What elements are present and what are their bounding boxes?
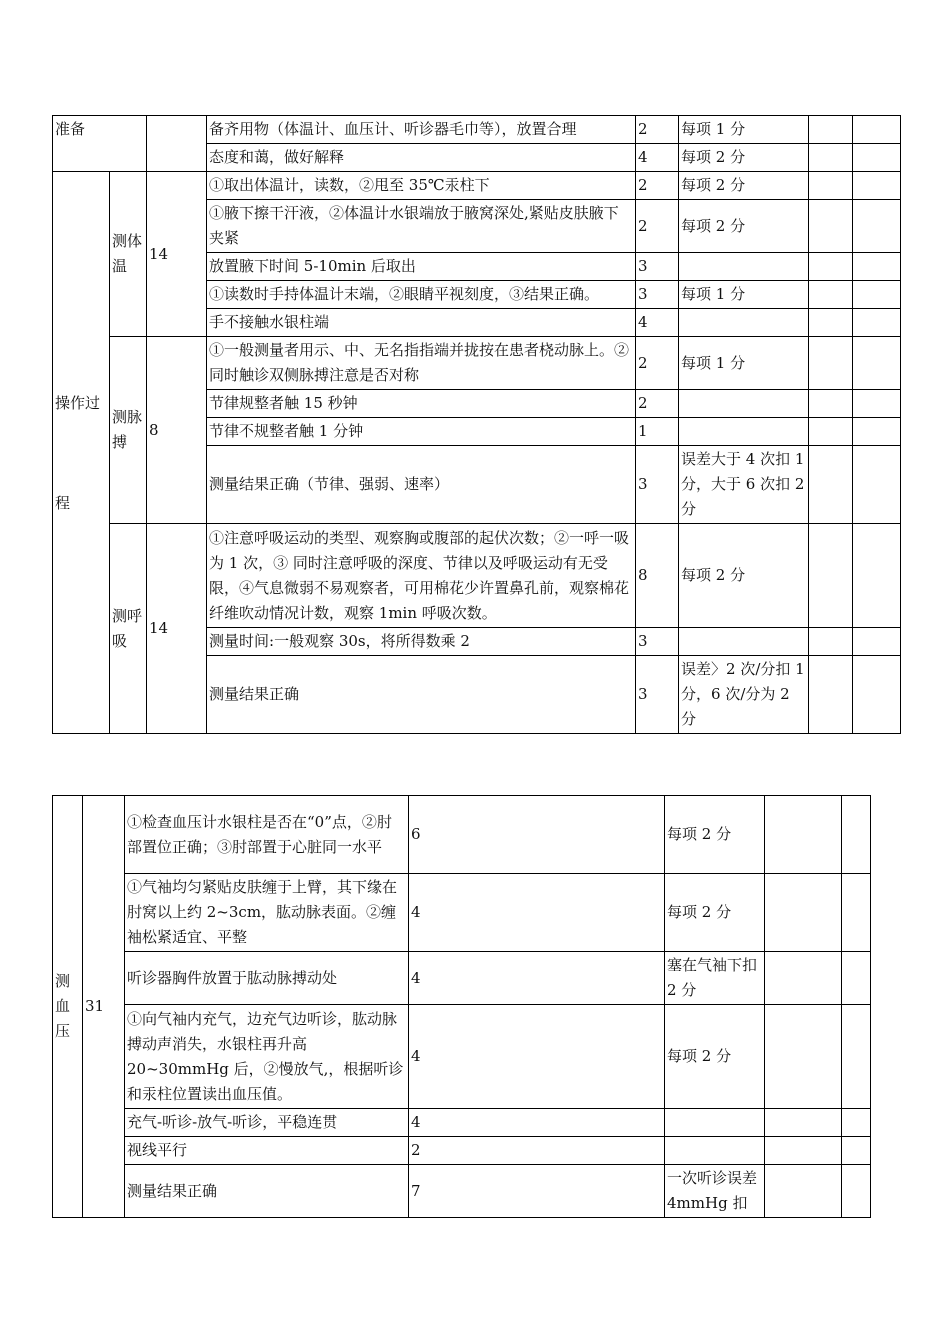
subsection-total-temp: 14 xyxy=(147,172,207,337)
note-cell: 每项 2 分 xyxy=(679,200,809,253)
item-cell: 测量结果正确 xyxy=(125,1165,409,1218)
note-cell: 每项 2 分 xyxy=(665,1005,765,1109)
blank-cell xyxy=(765,1165,842,1218)
blank-cell xyxy=(809,309,853,337)
score-cell: 3 xyxy=(636,446,679,524)
blank-cell xyxy=(853,309,901,337)
blank-cell xyxy=(765,874,842,952)
table-row xyxy=(53,524,901,628)
blank-cell xyxy=(853,446,901,524)
subsection-label-resp: 测呼吸 xyxy=(110,524,147,734)
blank-cell xyxy=(853,656,901,734)
table-row xyxy=(53,796,871,874)
blank-cell xyxy=(853,172,901,200)
note-cell xyxy=(679,628,809,656)
score-cell: 2 xyxy=(409,1137,665,1165)
subsection-label-pulse: 测脉搏 xyxy=(110,337,147,524)
blank-cell xyxy=(842,1005,871,1109)
score-cell: 1 xyxy=(636,418,679,446)
blank-cell xyxy=(853,253,901,281)
blank-cell xyxy=(809,656,853,734)
blank-cell xyxy=(809,337,853,390)
item-cell: 节律规整者触 15 秒钟 xyxy=(207,390,636,418)
item-cell: 听诊器胸件放置于肱动脉搏动处 xyxy=(125,952,409,1005)
score-cell: 3 xyxy=(636,253,679,281)
blank-cell xyxy=(809,628,853,656)
note-cell xyxy=(665,1109,765,1137)
score-cell: 2 xyxy=(636,337,679,390)
table-row xyxy=(53,116,901,144)
blank-cell xyxy=(853,390,901,418)
note-cell: 误差大于 4 次扣 1 分，大于 6 次扣 2 分 xyxy=(679,446,809,524)
blank-cell xyxy=(765,796,842,874)
item-cell: 测量时间:一般观察 30s，将所得数乘 2 xyxy=(207,628,636,656)
score-cell: 4 xyxy=(409,874,665,952)
item-cell: 节律不规整者触 1 分钟 xyxy=(207,418,636,446)
note-cell: 每项 2 分 xyxy=(679,524,809,628)
item-cell: ①向气袖内充气，边充气边听诊，肱动脉搏动声消失，水银柱再升高 20~30mmHg 后，②慢放气,，根据听诊和汞柱位置读出血压值。 xyxy=(125,1005,409,1109)
score-cell: 6 xyxy=(409,796,665,874)
total-cell xyxy=(147,116,207,172)
item-cell: ①取出体温计，读数，②甩至 35℃汞柱下 xyxy=(207,172,636,200)
blank-cell xyxy=(853,337,901,390)
note-cell xyxy=(665,1137,765,1165)
note-cell: 每项 2 分 xyxy=(679,144,809,172)
score-cell: 4 xyxy=(409,1109,665,1137)
subsection-label-temp: 测体温 xyxy=(110,172,147,337)
blank-cell xyxy=(809,418,853,446)
subsection-total-pulse: 8 xyxy=(147,337,207,524)
blank-cell xyxy=(809,253,853,281)
note-cell: 误差〉2 次/分扣 1 分，6 次/分为 2 分 xyxy=(679,656,809,734)
subsection-total-bp: 31 xyxy=(83,796,125,1218)
score-cell: 4 xyxy=(409,1005,665,1109)
score-cell: 3 xyxy=(636,628,679,656)
item-cell: ①检查血压计水银柱是否在“0”点，②肘部置位正确；③肘部置于心脏同一水平 xyxy=(125,796,409,874)
item-cell: 测量结果正确 xyxy=(207,656,636,734)
table-row xyxy=(53,1165,871,1218)
note-cell: 一次听诊误差 4mmHg 扣 xyxy=(665,1165,765,1218)
note-cell xyxy=(679,418,809,446)
score-cell: 3 xyxy=(636,281,679,309)
item-cell: ①注意呼吸运动的类型、观察胸或腹部的起伏次数；②一呼一吸为 1 次，③ 同时注意呼吸的深度、节律以及呼吸运动有无受限，④气息微弱不易观察者，可用棉花少许置鼻孔前，观察棉花纤维吹动情况计数，观察 1min 呼吸次数。 xyxy=(207,524,636,628)
blank-cell xyxy=(842,1137,871,1165)
table-row xyxy=(53,172,901,200)
blank-cell xyxy=(809,144,853,172)
blank-cell xyxy=(765,952,842,1005)
score-cell: 2 xyxy=(636,200,679,253)
item-cell: ①一般测量者用示、中、无名指指端并拢按在患者桡动脉上。②同时触诊双侧脉搏注意是否对称 xyxy=(207,337,636,390)
blank-cell xyxy=(853,628,901,656)
table-row xyxy=(53,337,901,390)
score-cell: 3 xyxy=(636,656,679,734)
score-cell: 2 xyxy=(636,390,679,418)
blank-cell xyxy=(809,446,853,524)
score-cell: 2 xyxy=(636,172,679,200)
scoring-table-upper xyxy=(52,115,901,734)
item-cell: 测量结果正确（节律、强弱、速率） xyxy=(207,446,636,524)
note-cell: 每项 1 分 xyxy=(679,281,809,309)
table-row xyxy=(53,1137,871,1165)
item-cell: 备齐用物（体温计、血压计、听诊器毛巾等），放置合理 xyxy=(207,116,636,144)
note-cell: 每项 2 分 xyxy=(665,796,765,874)
table-row xyxy=(53,1109,871,1137)
score-cell: 2 xyxy=(636,116,679,144)
item-cell: 态度和蔼，做好解释 xyxy=(207,144,636,172)
blank-cell xyxy=(809,524,853,628)
blank-cell xyxy=(842,952,871,1005)
blank-cell xyxy=(853,524,901,628)
blank-cell xyxy=(853,281,901,309)
blank-cell xyxy=(842,796,871,874)
scoring-table-blood-pressure xyxy=(52,795,871,1218)
note-cell xyxy=(679,390,809,418)
note-cell: 每项 1 分 xyxy=(679,337,809,390)
item-cell: ①读数时手持体温计末端，②眼睛平视刻度，③结果正确。 xyxy=(207,281,636,309)
note-cell: 每项 2 分 xyxy=(679,172,809,200)
blank-cell xyxy=(842,1165,871,1218)
blank-cell xyxy=(853,418,901,446)
item-cell: ①气袖均匀紧贴皮肤缠于上臂，其下缘在肘窝以上约 2~3cm，肱动脉表面。②缠袖松紧适宜、平整 xyxy=(125,874,409,952)
score-cell: 8 xyxy=(636,524,679,628)
score-cell: 4 xyxy=(636,144,679,172)
score-cell: 7 xyxy=(409,1165,665,1218)
blank-cell xyxy=(853,200,901,253)
blank-cell xyxy=(809,172,853,200)
blank-cell xyxy=(765,1137,842,1165)
item-cell: 充气-听诊-放气-听诊，平稳连贯 xyxy=(125,1109,409,1137)
note-cell: 塞在气袖下扣 2 分 xyxy=(665,952,765,1005)
item-cell: ①腋下擦干汗液，②体温计水银端放于腋窝深处,紧贴皮肤腋下夹紧 xyxy=(207,200,636,253)
blank-cell xyxy=(809,390,853,418)
table-row xyxy=(53,874,871,952)
score-cell: 4 xyxy=(409,952,665,1005)
item-cell: 视线平行 xyxy=(125,1137,409,1165)
blank-cell xyxy=(853,116,901,144)
blank-cell xyxy=(809,116,853,144)
blank-cell xyxy=(809,200,853,253)
note-cell: 每项 2 分 xyxy=(665,874,765,952)
section-label-prep: 准备 xyxy=(53,116,147,172)
blank-cell xyxy=(842,874,871,952)
blank-cell xyxy=(809,281,853,309)
table-row xyxy=(53,952,871,1005)
note-cell xyxy=(679,253,809,281)
score-cell: 4 xyxy=(636,309,679,337)
subsection-label-bp: 测血压 xyxy=(53,796,83,1218)
item-cell: 放置腋下时间 5-10min 后取出 xyxy=(207,253,636,281)
blank-cell xyxy=(853,144,901,172)
section-label-process: 操作过程 xyxy=(53,172,110,734)
table-row xyxy=(53,1005,871,1109)
note-cell: 每项 1 分 xyxy=(679,116,809,144)
blank-cell xyxy=(842,1109,871,1137)
blank-cell xyxy=(765,1109,842,1137)
blank-cell xyxy=(765,1005,842,1109)
subsection-total-resp: 14 xyxy=(147,524,207,734)
item-cell: 手不接触水银柱端 xyxy=(207,309,636,337)
note-cell xyxy=(679,309,809,337)
